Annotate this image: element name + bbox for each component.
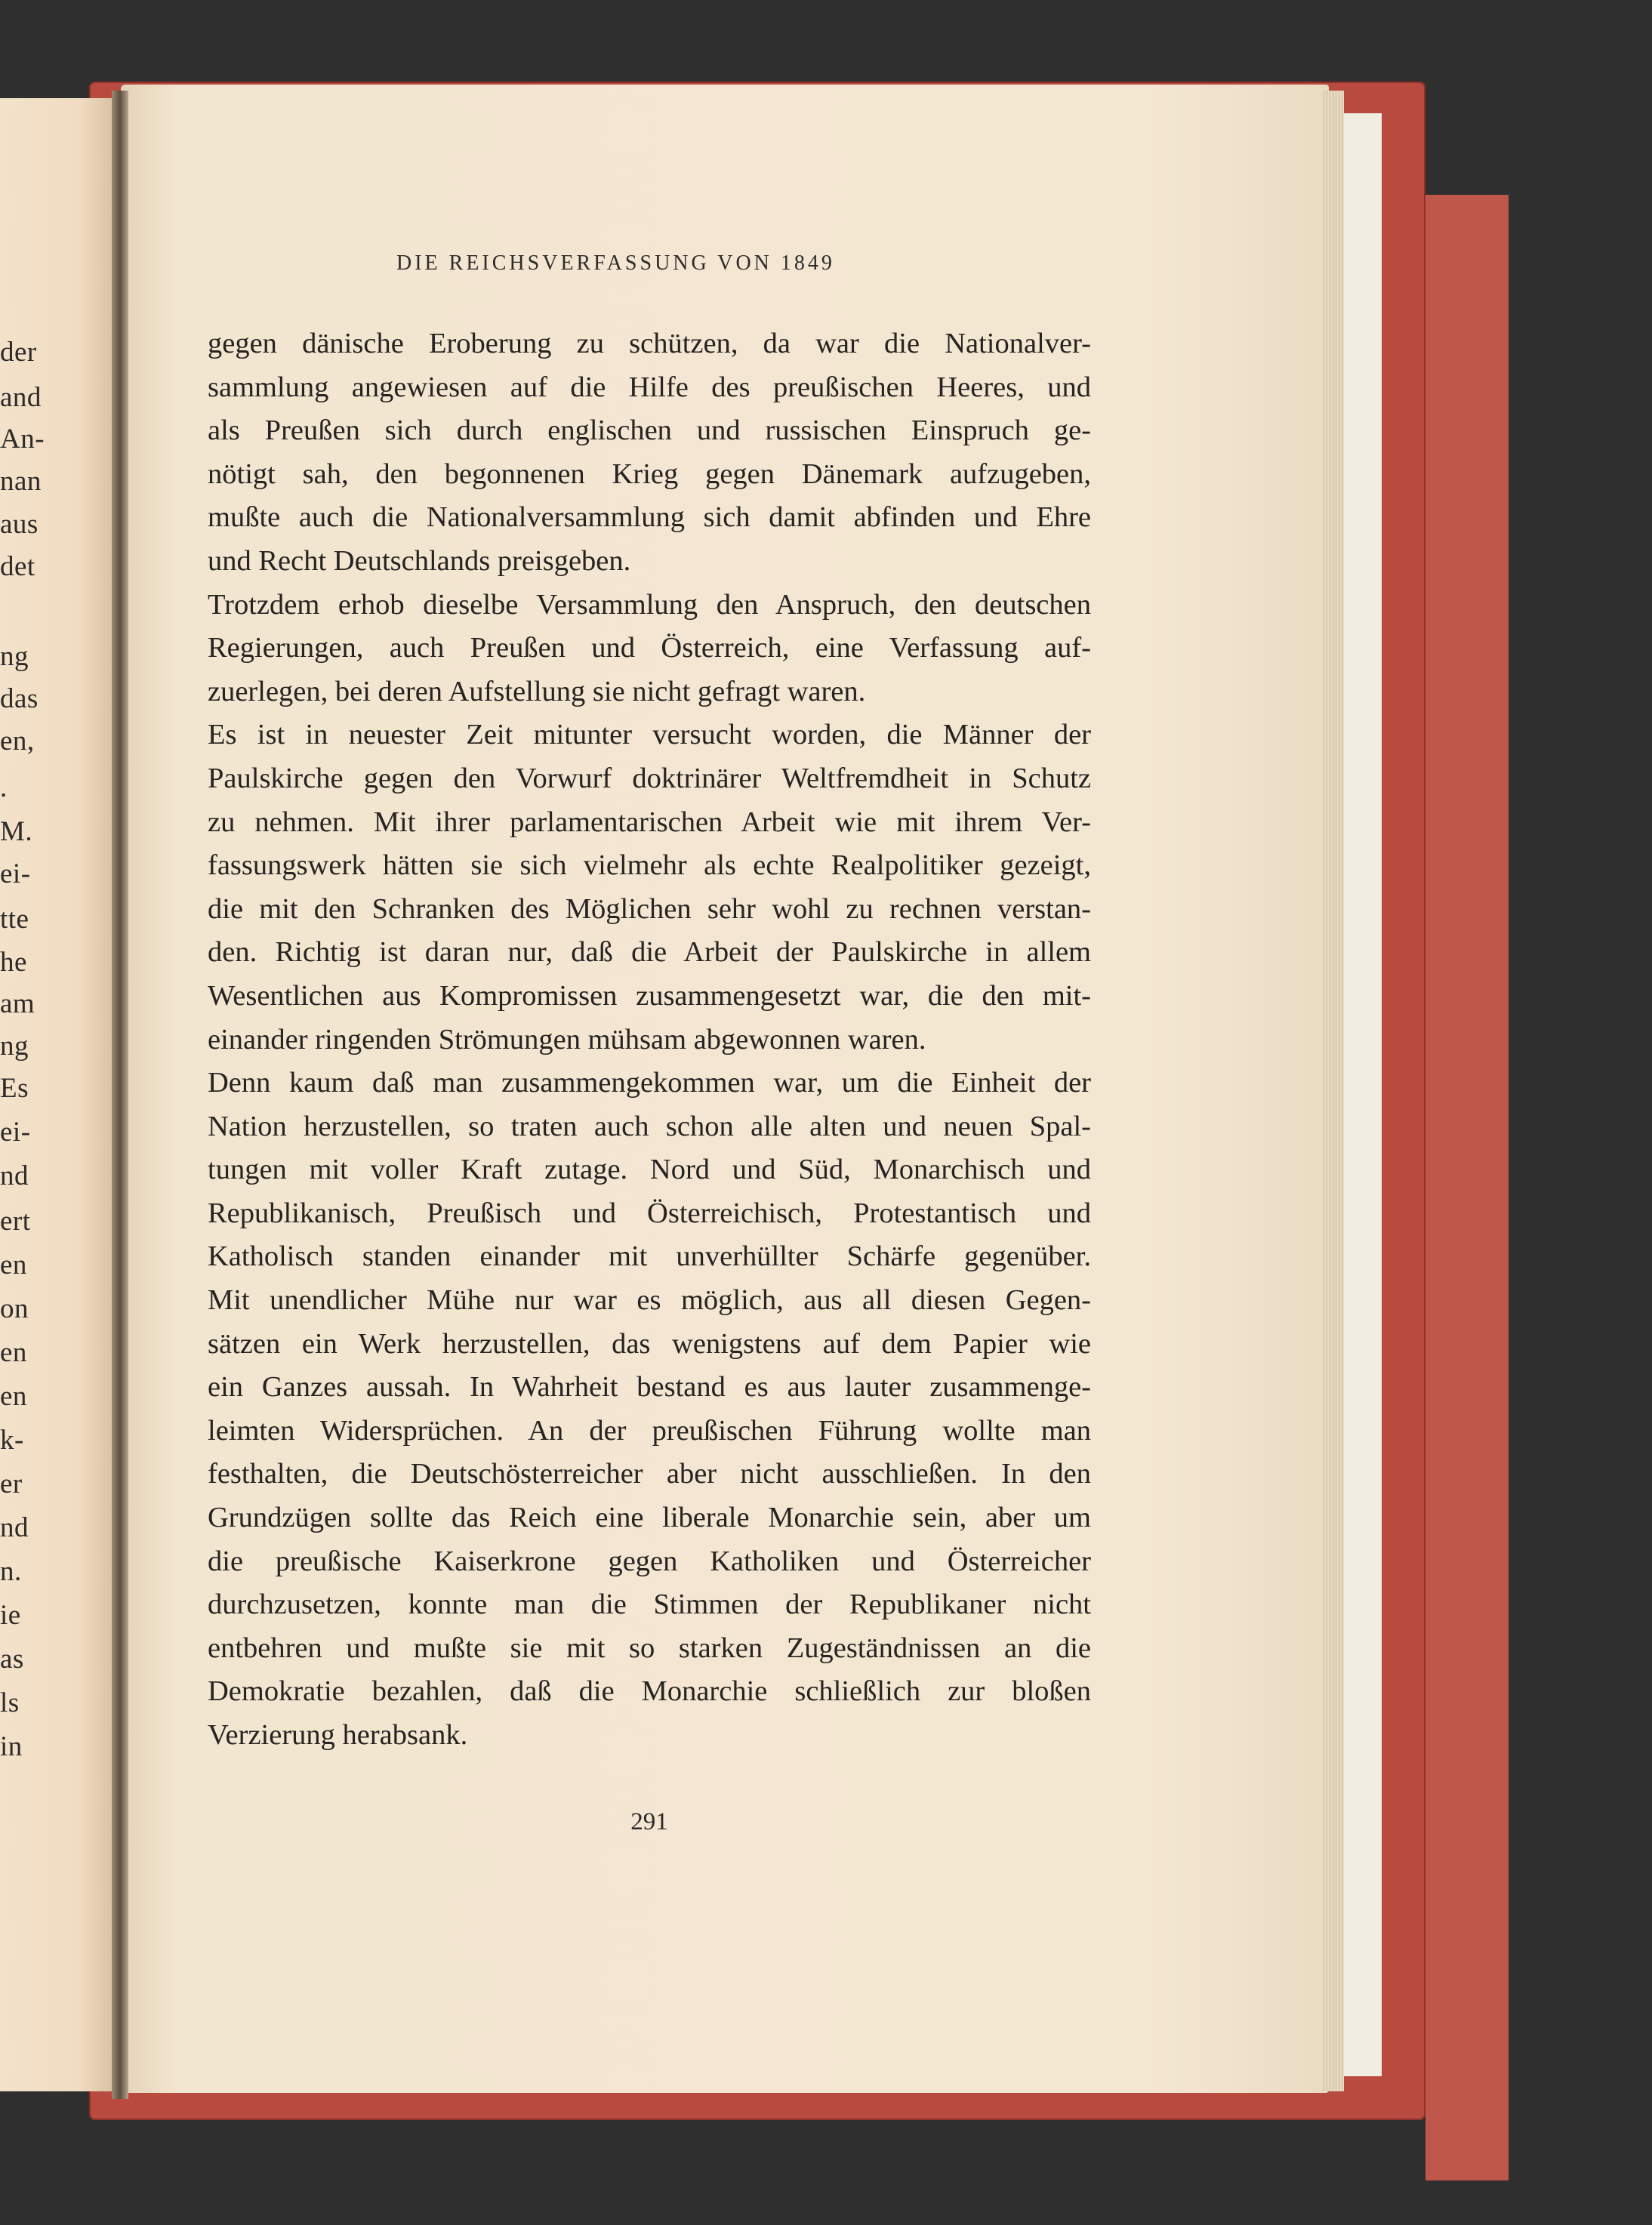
left-page-fragment: . (0, 772, 8, 803)
text-line: leimten Widersprüchen. An der preußischen Führung wollte man (208, 1414, 1091, 1447)
left-page-fragment: en (0, 1250, 27, 1280)
text-line: Trotzdem erhob dieselbe Versammlung den Anspruch, den deutschen (208, 588, 1091, 621)
insert-sheet (1344, 113, 1382, 2076)
text-line: die preußische Kaiserkrone gegen Katholiken und Österreicher (208, 1545, 1091, 1577)
page-edges (1321, 91, 1344, 2091)
left-page-fragment: An- (0, 424, 45, 455)
left-page-fragment: in (0, 1731, 23, 1762)
left-page-fragment: das (0, 683, 39, 714)
left-page-fragment: am (0, 988, 35, 1019)
text-line: Verzierung herabsank. (208, 1719, 468, 1751)
left-page-fragment: and (0, 382, 42, 413)
left-page-fragment: M. (0, 816, 33, 847)
text-line: Wesentlichen aus Kompromissen zusammengesetzt war, die den mit- (208, 979, 1091, 1012)
text-line: Republikanisch, Preußisch und Österreichisch, Protestantisch und (208, 1197, 1091, 1229)
left-page-fragment: aus (0, 509, 39, 540)
text-line: den. Richtig ist daran nur, daß die Arbeit der Paulskirche in allem (208, 936, 1091, 969)
text-line: ein Ganzes aussah. In Wahrheit bestand es aus lauter zusammenge- (208, 1371, 1091, 1404)
cover-edge (1425, 195, 1509, 2180)
left-page-fragment: as (0, 1644, 24, 1675)
book-gutter (112, 91, 128, 2099)
running-head: DIE REICHSVERFASSUNG VON 1849 (396, 251, 835, 275)
left-page-fragment: en, (0, 726, 35, 757)
text-line: Denn kaum daß man zusammengekommen war, um die Einheit der (208, 1067, 1091, 1099)
text-line: Es ist in neuester Zeit mitunter versucht worden, die Männer der (208, 719, 1091, 751)
text-line: entbehren und mußte sie mit so starken Zugeständnissen an die (208, 1632, 1091, 1664)
text-line: sätzen ein Werk herzustellen, das wenigstens auf dem Papier wie (208, 1327, 1091, 1360)
page-number: 291 (630, 1808, 668, 1835)
text-line: Katholisch standen einander mit unverhüllter Schärfe gegenüber. (208, 1240, 1091, 1273)
body-text (208, 322, 1091, 1758)
left-page-fragment: he (0, 947, 27, 978)
text-line: Regierungen, auch Preußen und Österreich, eine Verfassung auf- (208, 632, 1091, 664)
text-line: durchzusetzen, konnte man die Stimmen der Republikaner nicht (208, 1589, 1091, 1621)
text-line: gegen dänische Eroberung zu schützen, da war die Nationalver- (208, 328, 1091, 359)
left-page-fragment: det (0, 551, 35, 582)
text-line: fassungswerk hätten sie sich vielmehr als echte Realpolitiker gezeigt, (208, 849, 1091, 882)
text-line: zuerlegen, bei deren Aufstellung sie nicht gefragt waren. (208, 675, 866, 707)
left-page-fragment: tte (0, 904, 29, 935)
text-line: festhalten, die Deutschösterreicher aber nicht ausschließen. In den (208, 1458, 1091, 1490)
left-page-fragment: ie (0, 1600, 21, 1631)
left-page-fragment: ert (0, 1206, 31, 1237)
text-line: Grundzügen sollte das Reich eine liberale Monarchie sein, aber um (208, 1502, 1091, 1534)
text-line: Mit unendlicher Mühe nur war es möglich, aus all diesen Gegen- (208, 1284, 1091, 1317)
left-page-fragment: ng (0, 1031, 29, 1062)
left-page-fragment: ls (0, 1687, 20, 1718)
text-line: mußte auch die Nationalversammlung sich damit abfinden und Ehre (208, 501, 1091, 534)
text-line: die mit den Schranken des Möglichen sehr wohl zu rechnen verstan- (208, 892, 1091, 925)
text-line: nötigt sah, den begonnenen Krieg gegen Dänemark aufzugeben, (208, 458, 1091, 490)
text-line: Nation herzustellen, so traten auch schon alle alten und neuen Spal- (208, 1110, 1091, 1142)
left-page-fragment: ei- (0, 858, 31, 889)
text-line: tungen mit voller Kraft zutage. Nord und Süd, Monarchisch und (208, 1154, 1091, 1186)
text-line: sammlung angewiesen auf die Hilfe des preußischen Heeres, und (208, 371, 1091, 403)
left-page-fragment: en (0, 1381, 27, 1412)
left-page-fragment: n. (0, 1556, 22, 1587)
left-page-fragment: nd (0, 1160, 29, 1191)
left-page-fragment: ng (0, 641, 29, 672)
text-line: Demokratie bezahlen, daß die Monarchie schließlich zur bloßen (208, 1675, 1091, 1708)
left-page-fragment: en (0, 1337, 27, 1368)
left-page-fragment: ei- (0, 1117, 31, 1148)
left-page-fragment: nan (0, 466, 42, 497)
text-line: einander ringenden Strömungen mühsam abgewonnen waren. (208, 1023, 926, 1055)
left-page-fragment: k- (0, 1425, 24, 1456)
text-line: Paulskirche gegen den Vorwurf doktrinärer Weltfremdheit in Schutz (208, 762, 1091, 794)
left-page-fragment: on (0, 1293, 29, 1324)
text-line: und Recht Deutschlands preisgeben. (208, 544, 631, 577)
left-page-fragment: er (0, 1468, 23, 1499)
text-line: als Preußen sich durch englischen und russischen Einspruch ge- (208, 414, 1091, 447)
left-page-fragment: Es (0, 1073, 29, 1104)
left-page-fragment: nd (0, 1512, 29, 1543)
left-page-fragment: der (0, 337, 37, 368)
text-line: zu nehmen. Mit ihrer parlamentarischen Arbeit wie mit ihrem Ver- (208, 806, 1091, 838)
